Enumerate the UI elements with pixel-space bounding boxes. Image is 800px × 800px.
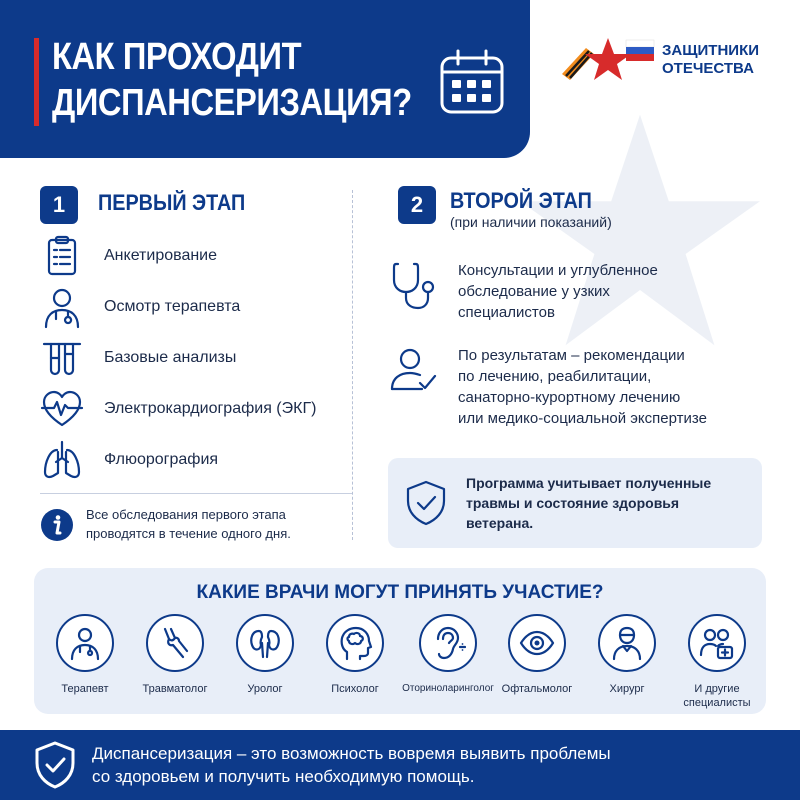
page-title-line2: ДИСПАНСЕРИЗАЦИЯ? [52, 82, 412, 124]
stage2-item1-line: или медико-социальной экспертизе [458, 410, 707, 427]
stage2-item0-line: специалистов [458, 304, 555, 321]
stage1-info [40, 505, 340, 543]
stage1-title: ПЕРВЫЙ ЭТАП [98, 190, 246, 215]
doctor-icon-circle [688, 614, 746, 672]
stage-divider [352, 190, 353, 540]
doctor-item [582, 614, 672, 696]
brain-head-icon [337, 625, 373, 661]
doctor-name: Травматолог [142, 683, 208, 695]
shield-check-icon [32, 740, 78, 790]
ear-icon [430, 625, 466, 661]
doctor-item [220, 614, 310, 696]
stage2-note [388, 458, 762, 548]
stage2-item1-line: по лечению, реабилитации, [458, 368, 652, 385]
kidneys-icon [247, 625, 283, 661]
logo-text [662, 42, 759, 78]
stage1-item-label: Базовые анализы [104, 349, 237, 366]
logo-line1: ЗАЩИТНИКИ [662, 42, 760, 59]
stage2-note-text [466, 473, 711, 533]
test-tubes-icon [40, 336, 84, 380]
footer-line2: со здоровьем и получить необходимую помощь. [92, 767, 475, 786]
stage1-info-line2: проводятся в течение одного дня. [86, 526, 291, 541]
stage1-item-label: Электрокардиография (ЭКГ) [104, 400, 317, 417]
stage2-item [388, 345, 768, 429]
stage1-info-text [86, 505, 291, 543]
info-icon [40, 508, 74, 542]
doctor-icon-circle [508, 614, 566, 672]
stage1-item [40, 234, 360, 278]
doctor-name-line: И другие [694, 683, 740, 695]
doctor-icon-circle [326, 614, 384, 672]
doctor-icon-circle [146, 614, 204, 672]
clipboard-icon [40, 234, 84, 278]
doctor-name: Психолог [331, 683, 379, 695]
doctor-icon-circle [56, 614, 114, 672]
stage1-item [40, 438, 360, 482]
lungs-icon [40, 438, 84, 482]
doctor-name: Хирург [609, 683, 645, 695]
doctor-name [672, 682, 762, 710]
stage2-item-label [458, 260, 658, 323]
page-title-line1: КАК ПРОХОДИТ [52, 36, 302, 78]
stage2-item [388, 260, 768, 323]
stage1-number-badge: 1 [40, 186, 78, 224]
stage2-item1-line: санаторно-курортному лечению [458, 389, 681, 406]
eye-icon [519, 625, 555, 661]
doctor-icon-circle [419, 614, 477, 672]
doctor-item [400, 614, 496, 696]
doctor-name: Оториноларинголог [402, 683, 494, 694]
stage1-item [40, 285, 360, 329]
page-title [52, 34, 412, 126]
doctor-item [130, 614, 220, 696]
star-ribbon-flag-logo [560, 34, 660, 84]
header-banner [0, 0, 530, 158]
stage2-subtitle: (при наличии показаний) [450, 214, 612, 230]
therapist-icon [67, 625, 103, 661]
doctor-name: Терапевт [61, 683, 109, 695]
doctor-name: Офтальмолог [501, 683, 573, 695]
header-accent-bar [34, 38, 39, 126]
doctor-icon-circle [598, 614, 656, 672]
footer-line1: Диспансеризация – это возможность вовремя выявить проблемы [92, 744, 611, 763]
stage2-item0-line: обследование у узких [458, 283, 610, 300]
user-check-icon [388, 345, 440, 397]
defenders-logo [560, 34, 780, 94]
stage1-item [40, 336, 360, 380]
doctors-title: КАКИЕ ВРАЧИ МОГУТ ПРИНЯТЬ УЧАСТИЕ? [196, 582, 604, 603]
doctor-item [310, 614, 400, 696]
stage1-divider [40, 493, 352, 494]
stage2-title: ВТОРОЙ ЭТАП [450, 188, 592, 213]
footer-banner [0, 730, 800, 800]
doctor-name: Уролог [247, 683, 283, 695]
stage2-item0-line: Консультации и углубленное [458, 262, 658, 279]
shield-check-icon [402, 479, 450, 527]
doctor-item [40, 614, 130, 696]
stage2-note-line: ветерана. [466, 515, 534, 531]
stage2-item-label [458, 345, 707, 429]
doctor-item [672, 614, 762, 710]
stage1-item-label: Осмотр терапевта [104, 298, 241, 315]
logo-line2: ОТЕЧЕСТВА [662, 60, 754, 77]
stage1-item-label: Флюорография [104, 451, 219, 468]
doctor-icon [40, 285, 84, 329]
footer-text [92, 742, 611, 788]
stage2-note-line: Программа учитывает полученные [466, 475, 712, 491]
doctors-panel [34, 568, 766, 714]
doctor-name-line: специалисты [683, 697, 751, 709]
knee-joint-icon [157, 625, 193, 661]
stage2-item1-line: По результатам – рекомендации [458, 347, 685, 364]
people-plus-icon [699, 625, 735, 661]
surgeon-icon [609, 625, 645, 661]
stage1-item [40, 387, 360, 431]
heart-pulse-icon [40, 387, 84, 431]
calendar-icon [436, 46, 508, 118]
doctor-item [492, 614, 582, 696]
doctor-icon-circle [236, 614, 294, 672]
stage1-item-label: Анкетирование [104, 247, 218, 264]
stage1-info-line1: Все обследования первого этапа [86, 507, 286, 522]
stage2-number-badge: 2 [398, 186, 436, 224]
stethoscope-icon [388, 260, 440, 312]
stage2-note-line: травмы и состояние здоровья [466, 495, 680, 511]
